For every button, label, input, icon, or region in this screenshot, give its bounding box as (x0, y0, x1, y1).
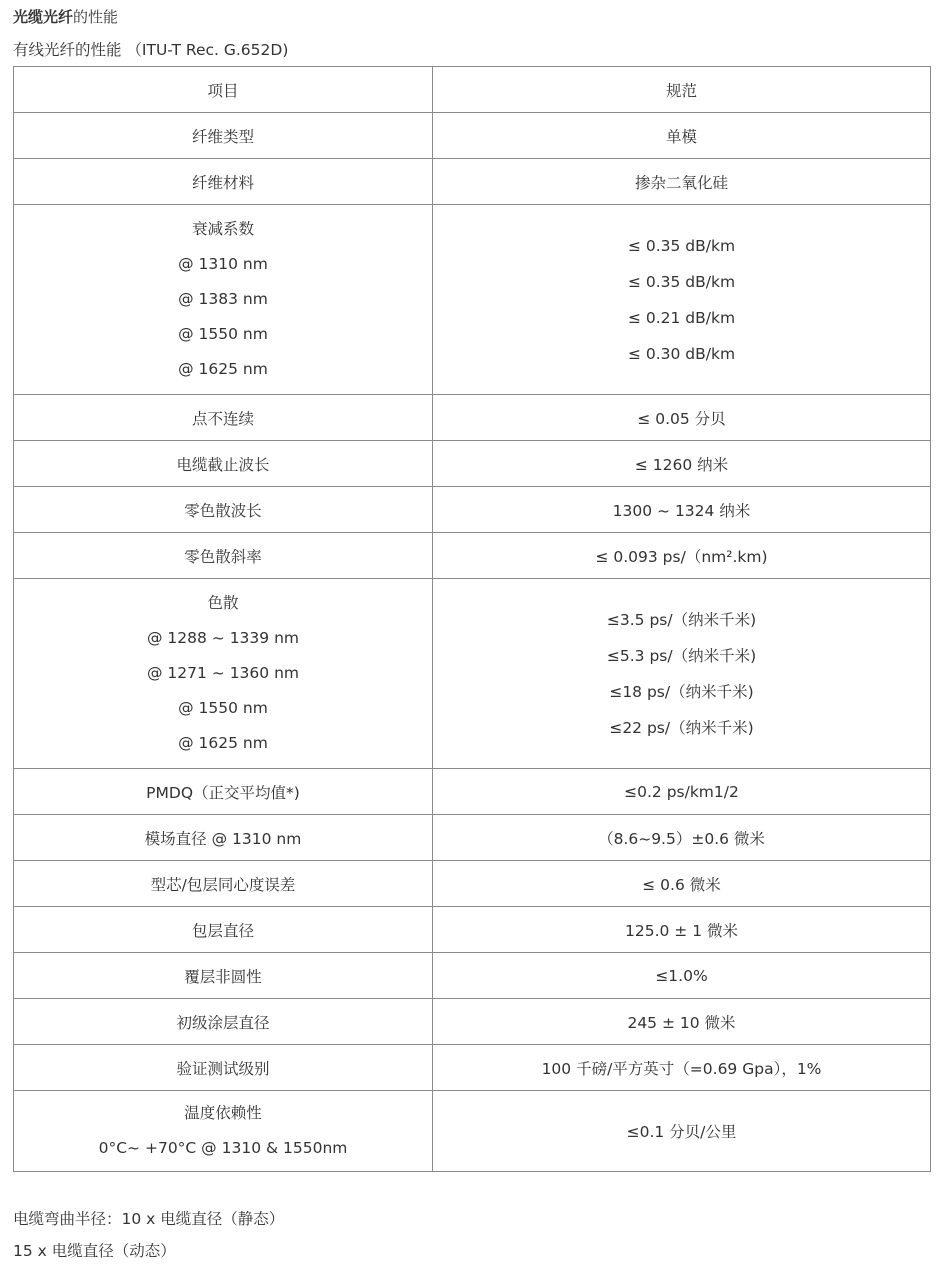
item-line: @ 1625 nm (178, 360, 268, 378)
table-row (14, 159, 931, 205)
item-cell (14, 579, 433, 769)
item-line: @ 1271 ~ 1360 nm (146, 664, 299, 682)
item-cell: 零色散波长 (14, 487, 433, 533)
table-row (14, 205, 931, 395)
spec-cell: 245 ± 10 微米 (433, 999, 931, 1045)
item-cell: 模场直径 @ 1310 nm (14, 815, 433, 861)
header-spec-cell: 规范 (433, 67, 931, 113)
item-line: 温度依赖性 (184, 1104, 262, 1122)
spec-line: ≤3.5 ps/（纳米千米) (606, 610, 757, 629)
item-line: 衰减系数 (191, 220, 254, 238)
item-line: @ 1550 nm (178, 699, 268, 717)
spec-cell: ≤ 0.6 微米 (433, 861, 931, 907)
page-title-bold: 光缆光纤 (13, 8, 74, 26)
item-cell: 包层直径 (14, 907, 433, 953)
item-line: 0°C~ +70°C @ 1310 & 1550nm (98, 1139, 348, 1157)
spec-cell (433, 205, 931, 395)
spec-cell: ≤ 1260 纳米 (433, 441, 931, 487)
item-line: @ 1625 nm (178, 734, 268, 752)
spec-line: ≤18 ps/（纳米千米) (609, 682, 754, 701)
spec-line: ≤5.3 ps/（纳米千米) (606, 646, 757, 665)
item-cell: PMDQ（正交平均值*) (14, 769, 433, 815)
spec-cell: 掺杂二氧化硅 (433, 159, 931, 205)
item-line: @ 1310 nm (178, 255, 268, 273)
item-cell: 验证测试级别 (14, 1045, 433, 1091)
item-cell: 电缆截止波长 (14, 441, 433, 487)
table-row (14, 395, 931, 441)
table-row (14, 533, 931, 579)
item-cell: 点不连续 (14, 395, 433, 441)
bend-radius-static: 电缆弯曲半径：10 x 电缆直径（静态） (13, 1210, 285, 1228)
item-cell: 型芯/包层同心度误差 (14, 861, 433, 907)
spec-line: ≤ 0.35 dB/km (627, 236, 736, 255)
item-line: @ 1288 ~ 1339 nm (146, 629, 299, 647)
spec-cell: ≤0.2 ps/km1/2 (433, 769, 931, 815)
spec-line: ≤ 0.30 dB/km (627, 344, 736, 363)
header-item-cell: 项目 (14, 67, 433, 113)
spec-line: ≤22 ps/（纳米千米) (609, 718, 754, 737)
table-row (14, 907, 931, 953)
table-row (14, 1045, 931, 1091)
spec-cell: 1300 ~ 1324 纳米 (433, 487, 931, 533)
table-row (14, 999, 931, 1045)
table-row (14, 1091, 931, 1172)
table-row (14, 579, 931, 769)
table-header-row (14, 67, 931, 113)
item-cell: 初级涂层直径 (14, 999, 433, 1045)
item-cell (14, 1091, 433, 1172)
section-subtitle: 有线光纤的性能 （ITU-T Rec. G.652D) (13, 41, 289, 59)
spec-cell: ≤1.0% (433, 953, 931, 999)
spec-cell: （8.6~9.5）±0.6 微米 (433, 815, 931, 861)
spec-cell (433, 579, 931, 769)
item-line: 色散 (207, 594, 239, 612)
page-title (13, 7, 118, 27)
spec-cell: 125.0 ± 1 微米 (433, 907, 931, 953)
table-row (14, 953, 931, 999)
table-row (14, 113, 931, 159)
table-row (14, 815, 931, 861)
spec-cell: 单模 (433, 113, 931, 159)
page-title-rest: 的性能 (73, 8, 119, 26)
table-row (14, 487, 931, 533)
spec-line: ≤ 0.21 dB/km (627, 308, 736, 327)
item-line: @ 1550 nm (178, 325, 268, 343)
item-line: @ 1383 nm (178, 290, 268, 308)
item-cell: 覆层非圆性 (14, 953, 433, 999)
spec-cell: ≤ 0.093 ps/（nm².km) (433, 533, 931, 579)
spec-line: ≤ 0.35 dB/km (627, 272, 736, 291)
spec-table (13, 66, 931, 1172)
bend-radius-dynamic: 15 x 电缆直径（动态） (13, 1242, 176, 1260)
table-row (14, 769, 931, 815)
spec-cell: ≤ 0.05 分贝 (433, 395, 931, 441)
item-cell: 纤维材料 (14, 159, 433, 205)
item-cell: 零色散斜率 (14, 533, 433, 579)
item-cell (14, 205, 433, 395)
spec-cell: ≤0.1 分贝/公里 (433, 1091, 931, 1172)
table-row (14, 861, 931, 907)
item-cell: 纤维类型 (14, 113, 433, 159)
table-row (14, 441, 931, 487)
spec-cell: 100 千磅/平方英寸（=0.69 Gpa），1% (433, 1045, 931, 1091)
